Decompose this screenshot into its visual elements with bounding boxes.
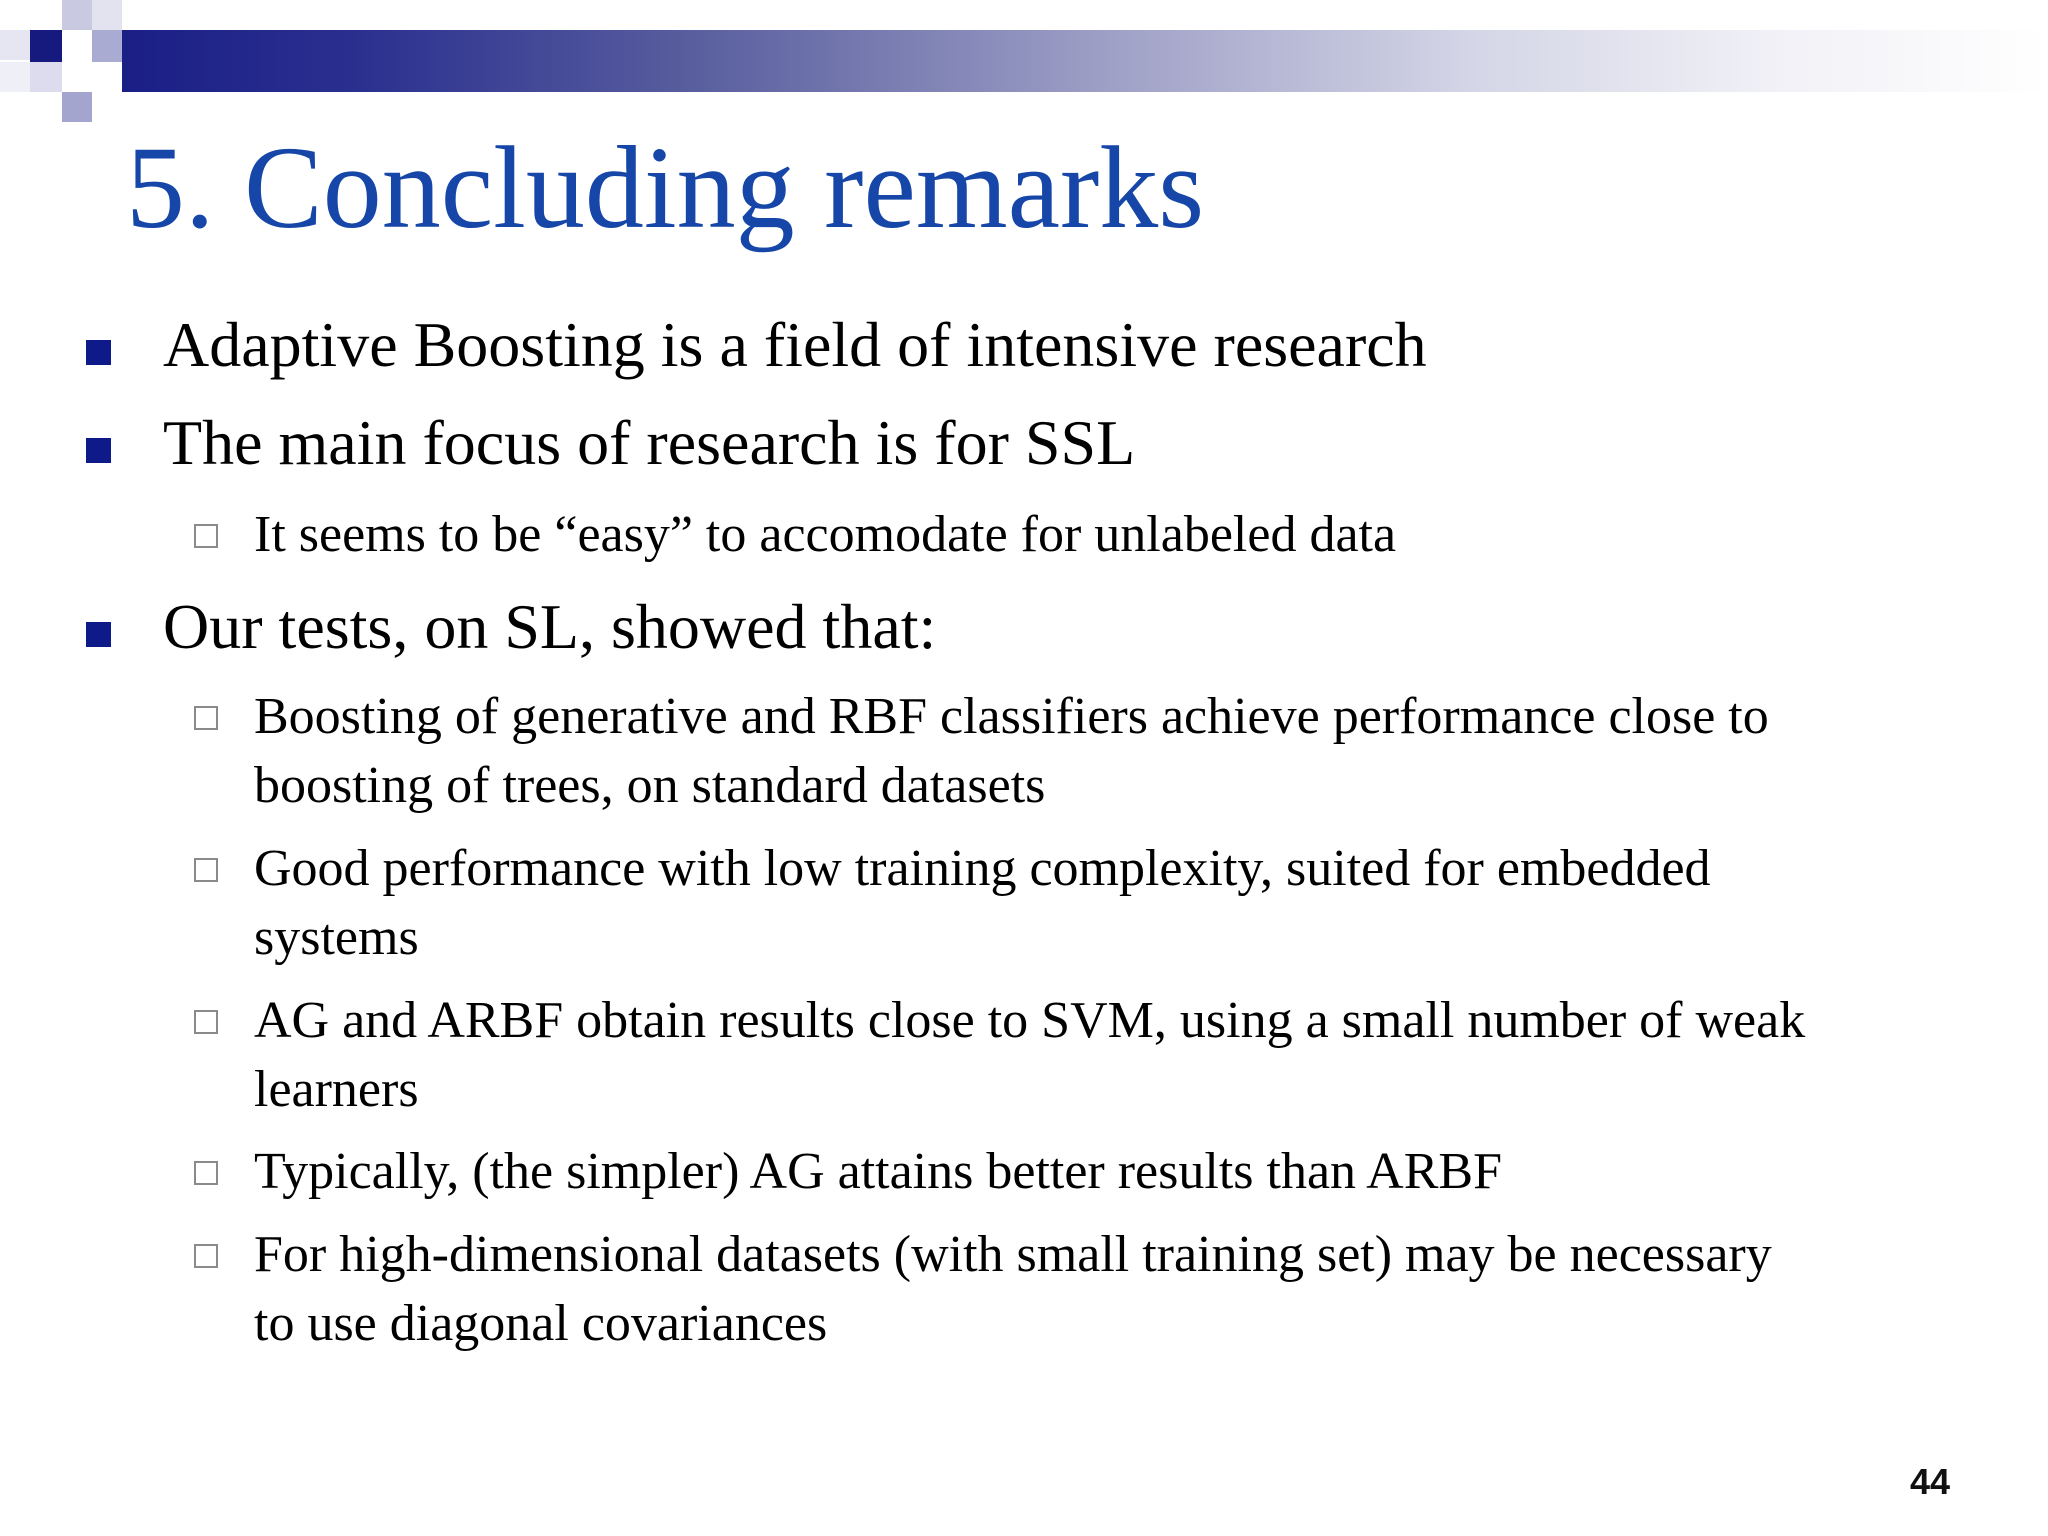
sub-bullet-text: For high-dimensional datasets (with small training set) may be necessary bbox=[254, 1226, 1772, 1283]
header-decor-square bbox=[0, 62, 30, 92]
header-gradient-bar bbox=[122, 30, 2048, 92]
filled-square-bullet-icon bbox=[86, 340, 111, 365]
sub-bullet-text: Good performance with low training complexity, suited for embedded bbox=[254, 840, 1711, 897]
bullet-text: Our tests, on SL, showed that: bbox=[163, 591, 937, 662]
hollow-square-bullet-icon bbox=[194, 1010, 218, 1034]
sub-bullet-text: systems bbox=[254, 909, 419, 966]
header-decor-square bbox=[92, 30, 122, 62]
hollow-square-bullet-icon bbox=[194, 524, 218, 548]
sub-bullet-text: learners bbox=[254, 1061, 419, 1118]
header-decor-square bbox=[92, 0, 122, 30]
filled-square-bullet-icon bbox=[86, 438, 111, 463]
header-decor-square bbox=[30, 62, 62, 92]
sub-bullet-text: Typically, (the simpler) AG attains better results than ARBF bbox=[254, 1143, 1502, 1200]
filled-square-bullet-icon bbox=[86, 622, 111, 647]
hollow-square-bullet-icon bbox=[194, 1244, 218, 1268]
hollow-square-bullet-icon bbox=[194, 858, 218, 882]
header-decor-square bbox=[62, 92, 92, 122]
sub-bullet-text: boosting of trees, on standard datasets bbox=[254, 757, 1046, 814]
hollow-square-bullet-icon bbox=[194, 706, 218, 730]
header-decor-square bbox=[30, 30, 62, 62]
page-number: 44 bbox=[1909, 1461, 1950, 1502]
sub-bullet-text: AG and ARBF obtain results close to SVM, using a small number of weak bbox=[254, 992, 1806, 1049]
sub-bullet-text: Boosting of generative and RBF classifiers achieve performance close to bbox=[254, 688, 1769, 745]
bullet-text: Adaptive Boosting is a field of intensive research bbox=[163, 309, 1427, 380]
header-decor-square bbox=[0, 30, 30, 60]
bullet-text: The main focus of research is for SSL bbox=[163, 407, 1136, 478]
sub-bullet-text: to use diagonal covariances bbox=[254, 1295, 828, 1352]
header-decor-square bbox=[62, 0, 92, 30]
slide-title: 5. Concluding remarks bbox=[126, 122, 1205, 253]
hollow-square-bullet-icon bbox=[194, 1161, 218, 1185]
sub-bullet-text: It seems to be “easy” to accomodate for unlabeled data bbox=[254, 506, 1397, 563]
